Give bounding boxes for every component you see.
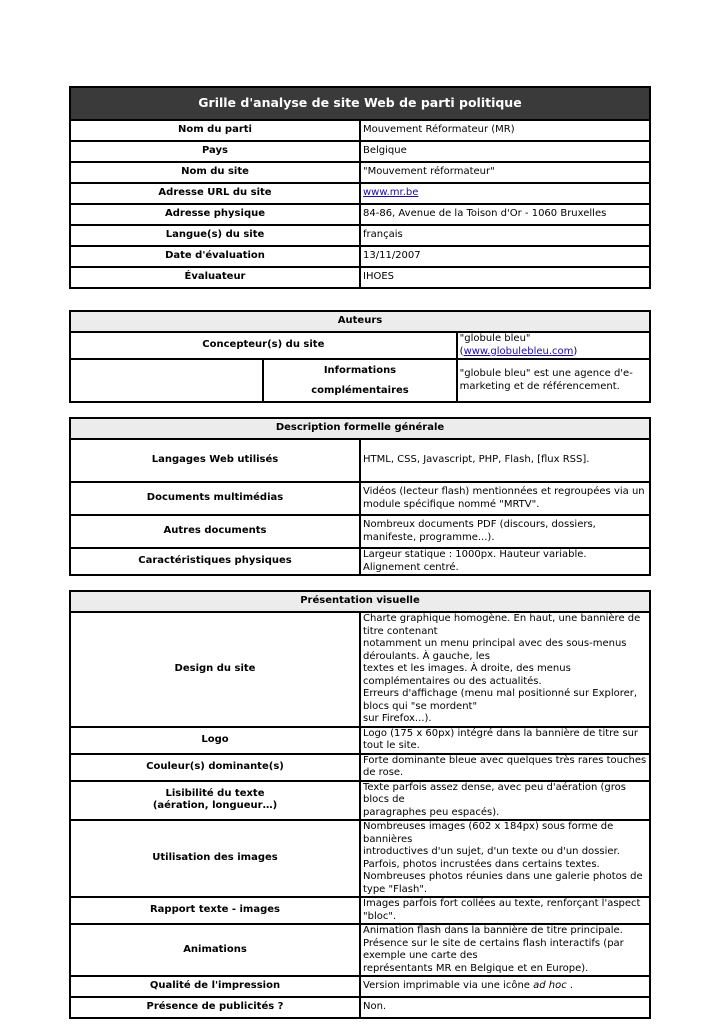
colors-value: Forte dominante bleue avec quelques très rares touches de rose. bbox=[360, 754, 650, 781]
print-quality-suffix: . bbox=[566, 980, 574, 992]
evaluator-label: Évaluateur bbox=[70, 267, 360, 288]
design-line: Erreurs d'affichage (menu mal positionné sur Explorer, blocs qui "se mordent" bbox=[363, 688, 638, 712]
logo-value: Logo (175 x 60px) intégré dans la bannière de titre sur tout le site. bbox=[360, 727, 650, 754]
language-label: Langue(s) du site bbox=[70, 225, 360, 246]
design-line: sur Firefox...). bbox=[363, 713, 432, 724]
readability-line: Texte parfois assez dense, avec peu d'aération (gros blocs de bbox=[363, 781, 626, 805]
text-image-ratio-label: Rapport texte - images bbox=[70, 897, 360, 924]
logo-label: Logo bbox=[70, 727, 360, 754]
presentation-header: Présentation visuelle bbox=[70, 591, 650, 612]
design-line: textes et les images. À droite, des menus complémentaires ou des actualités. bbox=[363, 663, 571, 687]
evaluator-value: IHOES bbox=[360, 267, 650, 288]
info-label-line1: Informations bbox=[323, 364, 397, 376]
document-title: Grille d'analyse de site Web de parti politique bbox=[70, 87, 650, 120]
info-value: "globule bleu" est une agence d'e-marketing et de référencement. bbox=[457, 359, 650, 402]
party-name-label: Nom du parti bbox=[70, 120, 360, 141]
site-url-link[interactable]: www.mr.be bbox=[363, 187, 419, 199]
multimedia-label: Documents multimédias bbox=[70, 482, 360, 515]
info-label bbox=[263, 359, 456, 402]
print-quality-prefix: Version imprimable via une icône bbox=[363, 980, 534, 992]
presentation-table bbox=[69, 590, 651, 1019]
designer-label: Concepteur(s) du site bbox=[70, 332, 457, 359]
images-line: introductives d'un sujet, d'un texte ou d'un dossier. bbox=[363, 846, 620, 857]
images-line: Nombreuses images (602 x 184px) sous forme de bannières bbox=[363, 821, 614, 845]
designer-prefix: "globule bleu" ( bbox=[459, 333, 531, 357]
designer-suffix: ) bbox=[573, 345, 578, 357]
address-label: Adresse physique bbox=[70, 204, 360, 225]
readability-label-line1: Lisibilité du texte bbox=[165, 787, 265, 799]
text-image-ratio-value: Images parfois fort collées au texte, renforçant l'aspect "bloc". bbox=[360, 897, 650, 924]
animations-line: représentants MR en Belgique et en Europe). bbox=[363, 962, 589, 974]
url-label: Adresse URL du site bbox=[70, 183, 360, 204]
design-value bbox=[360, 612, 650, 727]
description-table bbox=[69, 417, 651, 576]
images-value bbox=[360, 820, 650, 897]
web-languages-label: Langages Web utilisés bbox=[70, 439, 360, 482]
physical-value: Largeur statique : 1000px. Hauteur variable. Alignement centré. bbox=[360, 548, 650, 575]
other-docs-label: Autres documents bbox=[70, 515, 360, 548]
print-quality-value bbox=[360, 976, 650, 997]
images-line: Parfois, photos incrustées dans certains textes. bbox=[363, 858, 600, 870]
ads-value: Non. bbox=[360, 997, 650, 1018]
designer-value bbox=[457, 332, 650, 359]
eval-date-label: Date d'évaluation bbox=[70, 246, 360, 267]
images-line: Nombreuses photos réunies dans une galerie photos de type "Flash". bbox=[363, 871, 643, 895]
print-quality-italic: ad hoc bbox=[533, 980, 567, 992]
ads-label: Présence de publicités ? bbox=[70, 997, 360, 1018]
readability-label bbox=[70, 781, 360, 821]
animations-line: Présence sur le site de certains flash interactifs (par exemple une carte des bbox=[363, 937, 624, 961]
readability-line: paragraphes peu espacés). bbox=[363, 806, 500, 818]
eval-date-value: 13/11/2007 bbox=[360, 246, 650, 267]
physical-label: Caractéristiques physiques bbox=[70, 548, 360, 575]
readability-label-line2: (aération, longueur…) bbox=[152, 800, 278, 812]
images-label: Utilisation des images bbox=[70, 820, 360, 897]
url-cell bbox=[360, 183, 650, 204]
country-label: Pays bbox=[70, 141, 360, 162]
colors-label: Couleur(s) dominante(s) bbox=[70, 754, 360, 781]
info-indent-cell bbox=[70, 359, 263, 402]
animations-value bbox=[360, 924, 650, 976]
design-label: Design du site bbox=[70, 612, 360, 727]
language-value: français bbox=[360, 225, 650, 246]
authors-table bbox=[69, 310, 651, 403]
design-line: Charte graphique homogène. En haut, une bannière de titre contenant bbox=[363, 613, 641, 637]
site-name-label: Nom du site bbox=[70, 162, 360, 183]
party-name-value: Mouvement Réformateur (MR) bbox=[360, 120, 650, 141]
country-value: Belgique bbox=[360, 141, 650, 162]
site-name-value: "Mouvement réformateur" bbox=[360, 162, 650, 183]
authors-header: Auteurs bbox=[70, 311, 650, 332]
info-label-line2: complémentaires bbox=[311, 384, 409, 396]
readability-value bbox=[360, 781, 650, 821]
address-value: 84-86, Avenue de la Toison d'Or - 1060 Bruxelles bbox=[360, 204, 650, 225]
web-languages-value: HTML, CSS, Javascript, PHP, Flash, [flux RSS]. bbox=[360, 439, 650, 482]
description-header: Description formelle générale bbox=[70, 418, 650, 439]
animations-line: Animation flash dans la bannière de titre principale. bbox=[363, 925, 623, 936]
animations-label: Animations bbox=[70, 924, 360, 976]
other-docs-value: Nombreux documents PDF (discours, dossiers, manifeste, programme...). bbox=[360, 515, 650, 548]
general-info-table bbox=[69, 86, 651, 289]
print-quality-label: Qualité de l'impression bbox=[70, 976, 360, 997]
design-line: notamment un menu principal avec des sous-menus déroulants. À gauche, les bbox=[363, 638, 627, 662]
designer-link[interactable]: www.globulebleu.com bbox=[463, 345, 574, 357]
multimedia-value: Vidéos (lecteur flash) mentionnées et regroupées via un module spécifique nommé "MRTV". bbox=[360, 482, 650, 515]
